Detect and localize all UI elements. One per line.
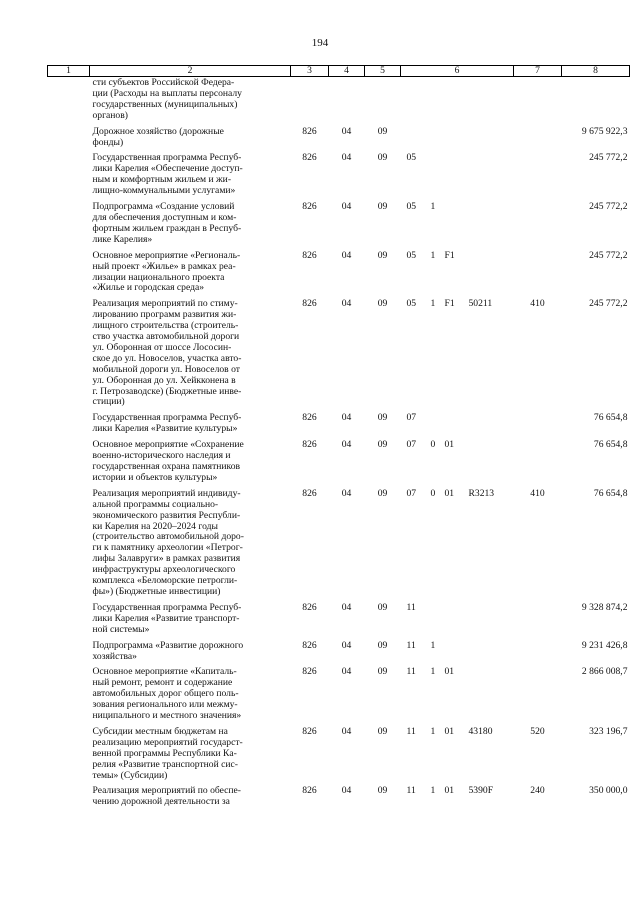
expense-type-cell	[514, 641, 562, 668]
row-name-cell	[90, 153, 291, 202]
amount-cell: 9 675 922,3	[581, 125, 628, 137]
row-number-cell	[48, 153, 90, 202]
subprogram-code	[431, 603, 445, 614]
row-name-line: автомобильных дорог общего поль-	[92, 688, 239, 700]
subsection-code-cell: 09	[377, 125, 388, 137]
direction-code	[467, 440, 514, 451]
subsection-code-cell: 09	[377, 439, 388, 451]
table-row	[48, 299, 630, 413]
row-number-cell	[48, 641, 90, 668]
row-name-line: стиции)	[92, 396, 125, 408]
row-name-line: Дорожное хозяйство (дорожные	[92, 125, 224, 137]
row-name-line: Основное мероприятие «Сохранение	[92, 439, 244, 451]
program-code: 11	[406, 785, 416, 797]
amount-cell: 245 772,2	[589, 201, 628, 213]
target-article-cell	[401, 153, 514, 202]
program-code: 07	[406, 412, 417, 424]
section-code-cell: 04	[341, 201, 352, 213]
direction-code: 43180	[468, 725, 493, 737]
target-article-cell	[401, 202, 514, 251]
table-row	[48, 153, 630, 202]
row-name-cell	[90, 489, 291, 603]
subsection-code-cell: 09	[377, 639, 388, 651]
activity-code	[445, 641, 467, 652]
table-row	[48, 77, 630, 127]
subprogram-code	[431, 153, 445, 164]
row-name-line: ское до ул. Новоселов, участка авто-	[92, 352, 242, 364]
row-name-line: лике Карелия»	[92, 233, 153, 245]
column-header: 2	[90, 66, 291, 77]
expense-type-cell	[514, 202, 562, 251]
subsection-code-cell: 09	[377, 298, 388, 310]
admin-code-cell: 826	[302, 249, 317, 261]
activity-code: 01	[444, 785, 455, 797]
activity-code: F1	[444, 249, 455, 261]
row-name-line: зования регионального или межму-	[92, 699, 238, 711]
admin-code-cell: 826	[302, 201, 317, 213]
admin-code-cell: 826	[302, 152, 317, 164]
row-name-cell	[90, 77, 291, 127]
expense-type-cell	[514, 603, 562, 641]
program-code: 11	[406, 639, 416, 651]
row-name-line: лированию программ развития жи-	[92, 309, 237, 321]
column-header: 7	[514, 66, 562, 77]
subsection-code-cell: 09	[377, 201, 388, 213]
target-article-cell	[401, 251, 514, 300]
activity-code	[445, 413, 467, 424]
row-name-cell	[90, 641, 291, 668]
row-name-line: военно-исторического наследия и	[92, 450, 231, 462]
row-name-line: инфраструктуры археологического	[92, 564, 236, 576]
amount-cell	[562, 77, 630, 127]
row-name-line: чению дорожной деятельности за	[92, 796, 230, 808]
row-name-line: ки Карелия на 2020–2024 годы	[92, 520, 218, 532]
subsection-code-cell: 09	[377, 601, 388, 613]
target-article-cell	[401, 299, 514, 413]
table-row	[48, 489, 630, 603]
row-name-line: лищного строительства (строитель-	[92, 320, 239, 332]
row-name-line: ул. Оборонная от шоссе Лососин-	[92, 341, 232, 353]
row-name-line: Государственная программа Респуб-	[92, 601, 242, 613]
row-number-cell	[48, 413, 90, 440]
target-article-cell	[401, 667, 514, 727]
amount-cell: 76 654,8	[593, 439, 628, 451]
section-code-cell: 04	[341, 666, 352, 678]
row-name-line: Подпрограмма «Развитие дорожного	[92, 639, 244, 651]
row-name-line: мобильной дороги ул. Новоселов от	[92, 363, 240, 375]
row-name-line: хозяйства»	[92, 650, 137, 662]
row-name-line: Реализация мероприятий по стиму-	[92, 298, 238, 310]
budget-table	[47, 65, 630, 813]
row-name-line: лифы Залавруги» в рамках развития	[92, 553, 241, 565]
direction-code	[467, 603, 514, 614]
subprogram-code: 1	[430, 201, 436, 213]
activity-code: F1	[444, 298, 455, 310]
target-article-cell	[401, 786, 514, 813]
row-name-cell	[90, 251, 291, 300]
program-code: 07	[406, 487, 417, 499]
table-row	[48, 667, 630, 727]
row-number-cell	[48, 440, 90, 489]
subprogram-code: 1	[430, 666, 436, 678]
expense-type-cell	[514, 667, 562, 727]
amount-cell: 245 772,2	[589, 152, 628, 164]
column-header: 5	[365, 66, 401, 77]
target-article-cell	[401, 127, 514, 154]
row-number-cell	[48, 667, 90, 727]
section-code-cell: 04	[341, 725, 352, 737]
subsection-code-cell: 09	[377, 785, 388, 797]
row-name-line: Реализация мероприятий по обеспе-	[92, 785, 241, 797]
table-row	[48, 251, 630, 300]
subprogram-code: 1	[430, 298, 436, 310]
expense-type-cell	[514, 413, 562, 440]
admin-code-cell: 826	[302, 298, 317, 310]
row-name-cell	[90, 299, 291, 413]
row-name-cell	[90, 440, 291, 489]
row-name-line: релия «Развитие транспортной сис-	[92, 758, 238, 770]
row-number-cell	[48, 489, 90, 603]
row-name-cell	[90, 727, 291, 787]
program-code: 05	[406, 201, 417, 213]
column-number-header	[48, 66, 630, 77]
row-name-cell	[90, 202, 291, 251]
direction-code: 50211	[468, 298, 493, 310]
row-name-line: для обеспечения доступным и ком-	[92, 211, 237, 223]
subsection-code-cell: 09	[377, 412, 388, 424]
row-name-line: ции (Расходы на выплаты персоналу	[92, 87, 242, 99]
expense-type-cell	[514, 251, 562, 300]
direction-code	[467, 153, 514, 164]
amount-cell: 2 866 008,7	[581, 666, 628, 678]
amount-cell: 9 328 874,2	[581, 601, 628, 613]
row-name-line: ство участка автомобильной дороги	[92, 331, 240, 343]
column-header: 6	[401, 66, 514, 77]
amount-cell: 245 772,2	[589, 249, 628, 261]
expense-type-cell	[514, 440, 562, 489]
table-row	[48, 127, 630, 154]
column-header: 4	[329, 66, 365, 77]
row-name-line: государственная охрана памятников	[92, 461, 241, 472]
row-name-line: г. Петрозаводске) (Бюджетные инве-	[92, 385, 242, 397]
expense-type-cell: 410	[530, 298, 545, 310]
row-number-cell	[48, 127, 90, 154]
row-name-line: лики Карелия «Обеспечение доступ-	[92, 163, 243, 175]
target-article-cell	[401, 489, 514, 603]
activity-code: 01	[444, 725, 455, 737]
subsection-code-cell: 09	[377, 487, 388, 499]
table-row	[48, 202, 630, 251]
row-name-line: темы» (Субсидии)	[92, 769, 168, 781]
expense-type-cell: 410	[530, 487, 545, 499]
target-article-cell	[401, 641, 514, 668]
row-name-line: альной программы социально-	[92, 498, 219, 510]
target-article-cell	[401, 413, 514, 440]
row-name-line: лизации национального проекта	[92, 271, 225, 283]
amount-cell: 245 772,2	[589, 298, 628, 310]
row-name-line: органов)	[92, 109, 128, 121]
row-number-cell	[48, 727, 90, 787]
target-article-cell	[401, 727, 514, 787]
subprogram-code: 1	[430, 785, 436, 797]
row-name-line: (строительство автомобильной доро-	[92, 531, 244, 543]
row-name-line: Государственная программа Респуб-	[92, 152, 242, 164]
row-name-line: фонды)	[92, 136, 124, 148]
table-body	[48, 77, 630, 814]
row-name-line: комплекса «Беломорские петрогли-	[92, 575, 238, 587]
row-name-line: ги к памятнику археологии «Петрог-	[92, 542, 243, 554]
row-name-line: ной системы»	[92, 623, 150, 635]
subprogram-code: 0	[430, 487, 436, 499]
direction-code	[467, 251, 514, 262]
section-code-cell: 04	[341, 298, 352, 310]
amount-cell: 350 000,0	[589, 785, 628, 797]
row-number-cell	[48, 77, 90, 127]
admin-code-cell: 826	[302, 785, 317, 797]
row-name-line: сти субъектов Российской Федера-	[92, 77, 235, 88]
expense-type-cell: 240	[530, 785, 545, 797]
row-name-cell	[90, 667, 291, 727]
row-name-cell	[90, 127, 291, 154]
table-row	[48, 440, 630, 489]
column-header: 1	[48, 66, 90, 77]
section-code-cell: 04	[341, 785, 352, 797]
table-row	[48, 603, 630, 641]
row-name-line: Субсидии местным бюджетам на	[92, 725, 228, 737]
direction-code	[467, 641, 514, 652]
row-name-line: Основное мероприятие «Региональ-	[92, 249, 241, 261]
admin-code-cell: 826	[302, 601, 317, 613]
activity-code: 01	[444, 439, 455, 451]
activity-code	[445, 202, 467, 213]
row-name-line: лики Карелия «Развитие культуры»	[92, 423, 238, 435]
row-name-cell	[90, 603, 291, 641]
expense-type-cell	[514, 77, 562, 127]
row-number-cell	[48, 786, 90, 813]
activity-code: 01	[444, 487, 455, 499]
amount-cell: 323 196,7	[589, 725, 628, 737]
page-number: 194	[311, 37, 329, 49]
amount-cell: 76 654,8	[593, 412, 628, 424]
row-name-cell	[90, 413, 291, 440]
row-number-cell	[48, 251, 90, 300]
row-name-line: ным и комфортным жильем и жи-	[92, 174, 232, 186]
row-name-line: Основное мероприятие «Капиталь-	[92, 666, 237, 678]
subprogram-code: 1	[430, 639, 436, 651]
program-code: 05	[406, 298, 417, 310]
row-name-line: лищно-коммунальными услугами»	[92, 185, 236, 197]
subsection-code-cell: 09	[377, 666, 388, 678]
admin-code-cell: 826	[302, 725, 317, 737]
row-name-line: ный ремонт, ремонт и содержание	[92, 677, 233, 689]
row-number-cell	[48, 603, 90, 641]
target-article-cell	[401, 440, 514, 489]
direction-code: R3213	[468, 487, 495, 499]
subprogram-code: 0	[430, 439, 436, 451]
table-row	[48, 641, 630, 668]
program-code: 11	[406, 601, 416, 613]
row-name-line: ул. Оборонная до ул. Хейкконена в	[92, 374, 236, 386]
target-article-cell	[401, 603, 514, 641]
section-code-cell: 04	[341, 412, 352, 424]
section-code-cell: 04	[341, 152, 352, 164]
direction-code	[467, 202, 514, 213]
row-name-line: Реализация мероприятий индивиду-	[92, 487, 241, 499]
section-code-cell: 04	[341, 601, 352, 613]
activity-code	[445, 153, 467, 164]
program-code: 07	[406, 439, 417, 451]
expense-type-cell: 520	[530, 725, 545, 737]
column-header: 3	[291, 66, 329, 77]
subprogram-code: 1	[430, 725, 436, 737]
table-row	[48, 786, 630, 813]
subprogram-code: 1	[430, 249, 436, 261]
expense-type-cell	[514, 127, 562, 154]
activity-code	[445, 603, 467, 614]
row-name-line: государственных (муниципальных)	[92, 98, 238, 110]
row-name-line: ниципального и местного значения»	[92, 710, 242, 722]
subsection-code-cell: 09	[377, 725, 388, 737]
admin-code-cell: 826	[302, 487, 317, 499]
row-name-line: «Жилье и городская среда»	[92, 282, 205, 294]
row-name-line: лики Карелия «Развитие транспорт-	[92, 612, 240, 624]
row-number-cell	[48, 299, 90, 413]
row-name-line: экономического развития Республи-	[92, 509, 241, 521]
subprogram-code	[431, 413, 445, 424]
admin-code-cell	[291, 77, 329, 127]
direction-code: 5390F	[468, 785, 494, 797]
section-code-cell: 04	[341, 487, 352, 499]
table-row	[48, 413, 630, 440]
row-name-line: венной программы Республики Ка-	[92, 747, 237, 759]
row-name-line: истории и объектов культуры»	[92, 471, 218, 483]
direction-code	[467, 667, 514, 678]
direction-code	[467, 413, 514, 424]
activity-code: 01	[444, 666, 455, 678]
section-code-cell: 04	[341, 125, 352, 137]
admin-code-cell: 826	[302, 412, 317, 424]
admin-code-cell: 826	[302, 639, 317, 651]
amount-cell: 76 654,8	[593, 487, 628, 499]
subsection-code-cell: 09	[377, 249, 388, 261]
row-name-line: фортным жильем граждан в Респуб-	[92, 222, 242, 234]
row-name-cell	[90, 786, 291, 813]
row-name-line: ный проект «Жилье» в рамках реа-	[92, 260, 236, 272]
section-code-cell: 04	[341, 439, 352, 451]
target-article-cell	[401, 77, 514, 127]
table-row	[48, 727, 630, 787]
row-name-line: фы») (Бюджетные инвестиции)	[92, 585, 221, 597]
column-header: 8	[562, 66, 630, 77]
program-code: 05	[406, 152, 417, 164]
expense-type-cell	[514, 153, 562, 202]
admin-code-cell: 826	[302, 439, 317, 451]
row-name-line: реализацию мероприятий государст-	[92, 736, 243, 748]
subsection-code-cell	[365, 77, 401, 127]
row-number-cell	[48, 202, 90, 251]
section-code-cell	[329, 77, 365, 127]
program-code: 05	[406, 249, 417, 261]
admin-code-cell: 826	[302, 666, 317, 678]
section-code-cell: 04	[341, 639, 352, 651]
row-name-line: Государственная программа Респуб-	[92, 412, 242, 424]
subsection-code-cell: 09	[377, 152, 388, 164]
admin-code-cell: 826	[302, 125, 317, 137]
row-name-line: Подпрограмма «Создание условий	[92, 201, 235, 213]
program-code: 11	[406, 725, 416, 737]
section-code-cell: 04	[341, 249, 352, 261]
program-code: 11	[406, 666, 416, 678]
amount-cell: 9 231 426,8	[581, 639, 628, 651]
